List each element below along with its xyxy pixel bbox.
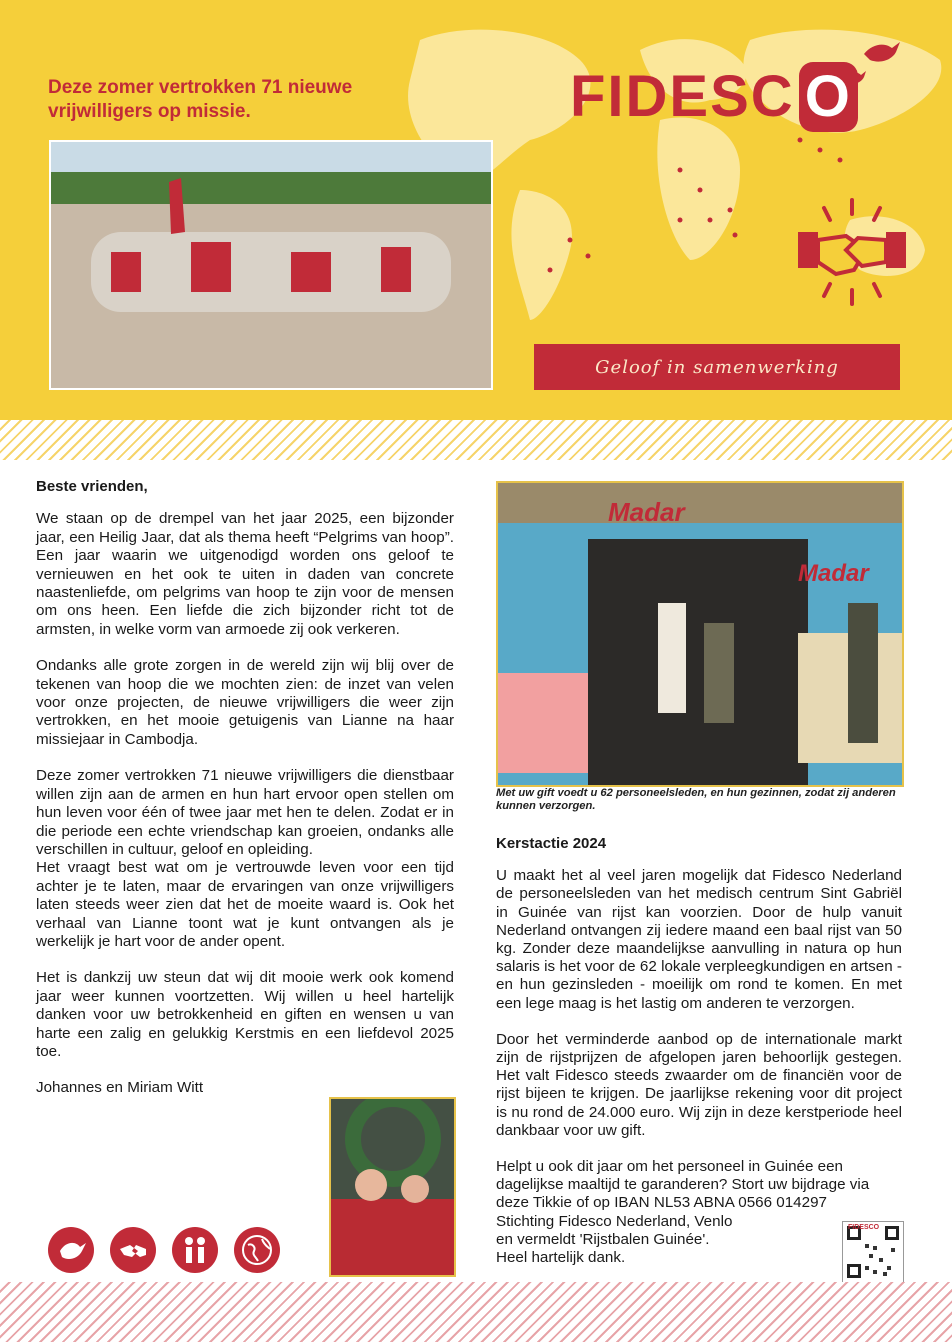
christmas-title: Kerstactie 2024 — [496, 835, 607, 852]
qr-logo-label: FIDESCO — [848, 1224, 880, 1231]
letter-paragraph: We staan op de drempel van het jaar 2025, een bijzonder jaar, een Heilig Jaar, dat als thema heeft “Pelgrims van hoop”. Een jaar waarin we uitgenodigd worden ons geloof te vernieuwen en het ook te uiten in daden van concrete naastenliefde, om pelgrims van hoop te zijn voor de mensen om ons heen. Een liefde die zich bijzonder richt tot de armsten, in welke vorm van armoede zij ook verkeren. — [36, 510, 454, 638]
slogan-banner: Geloof in samenwerking — [534, 344, 900, 390]
christmas-campaign-column — [496, 835, 902, 1267]
logo-o: O — [799, 62, 858, 132]
letter-paragraph: Deze zomer vertrokken 71 nieuwe vrijwilligers die dienstbaar willen zijn aan de armen en hun hart ervoor open stellen om hun leven voor één of twee jaar met hen te delen. Zodat er in die periode een echte vriendschap kan groeien, ondanks alle verschillen in cultuur, geloof en opleiding. — [36, 767, 454, 858]
people-icon — [172, 1227, 218, 1273]
appeal-line: Helpt u ook dit jaar om het personeel in Guinée een — [496, 1158, 843, 1176]
appeal-line: deze Tikkie of op IBAN NL53 ABNA 0566 014297 — [496, 1194, 827, 1212]
letter-column — [36, 478, 454, 1116]
headline: Deze zomer vertrokken 71 nieuwe vrijwilligers op missie. — [48, 77, 353, 122]
shop-photo-caption: Met uw gift voedt u 62 personeelsleden, en hun gezinnen, zodat zij anderen kunnen verzorgen. — [496, 787, 896, 812]
letter-paragraph: Het is dankzij uw steun dat wij dit mooie werk ook komend jaar weer kunnen voortzetten. Wij willen u heel hartelijk danken voor uw betrokkenheid en giften en wensen u van harte een zalig en gelukkig Kerstmis en een liefdevol 2025 toe. — [36, 969, 454, 1060]
fidesco-logo — [570, 62, 858, 132]
letter-signature: Johannes en Miriam Witt — [36, 1079, 204, 1097]
appeal-line: en vermeldt 'Rijstbalen Guinée'. — [496, 1230, 710, 1248]
logo-text: FIDESC — [570, 64, 795, 129]
handshake-small-icon — [110, 1227, 156, 1273]
header-banner — [0, 0, 952, 420]
christmas-paragraph: U maakt het al veel jaren mogelijk dat Fidesco Nederland de personeelsleden van het medisch centrum Sint Gabriël in Guinée van rijst kan voorzien. Door de hulp vanuit Nederland ontvangen zij iedere maand een baal rijst van 50 kg. Zonder deze maandelijkse aanvulling in natura op hun salaris is het voor de 62 lokale verpleegkundigen en artsen - en hun gezinsleden - moeilijk om rond te komen. En met een lege maag is het lastig om anderen te verzorgen. — [496, 867, 902, 1012]
shop-sign-left: Madar — [608, 497, 685, 527]
appeal-line: dagelijkse maaltijd te garanderen? Stort uw bijdrage via — [496, 1176, 870, 1194]
mission-icons-row — [48, 1227, 288, 1273]
appeal-line: Stichting Fidesco Nederland, Venlo — [496, 1212, 733, 1230]
letter-greeting: Beste vrienden, — [36, 478, 148, 495]
globe-icon — [234, 1227, 280, 1273]
letter-paragraph: Het vraagt best wat om je vertrouwde leven voor een tijd achter je te laten, maar de ervaringen van onze vrijwilligers laten steeds weer zien dat het de moeite waard is. Ook het verhaal van Lianne toont wat je kunt ontvangen als je werkelijk je hart voor de ander opent. — [36, 859, 454, 950]
shop-photo — [496, 481, 904, 787]
letter-paragraph: Ondanks alle grote zorgen in de wereld zijn wij blij over de tekenen van hoop die we mochten zien: de inzet van velen voor onze projecten, de nieuwe vrijwilligers die weer zijn vertrokken, en het mooie getuigenis van Lianne na haar missiejaar in Cambodja. — [36, 657, 454, 748]
couple-photo — [329, 1097, 456, 1277]
dove-logo-icon — [862, 40, 902, 66]
volunteers-group-photo — [49, 140, 493, 390]
dove-icon — [48, 1227, 94, 1273]
appeal-line: Heel hartelijk dank. — [496, 1249, 626, 1267]
shop-sign-right: Madar — [798, 560, 869, 587]
divider-stripes-top — [0, 420, 952, 460]
christmas-paragraph: Door het verminderde aanbod op de internationale markt zijn de rijstprijzen de afgelopen jaren behoorlijk gestegen. Het valt Fidesco steeds zwaarder om de financiën voor de rijst bijeen te krijgen. De jaarlijkse rekening voor dit project is nu rond de 24.000 euro. Wij zijn in deze kerstperiode heel dankbaar voor uw gift. — [496, 1030, 902, 1139]
handshake-icon — [796, 196, 908, 308]
divider-stripes-bottom — [0, 1282, 952, 1342]
